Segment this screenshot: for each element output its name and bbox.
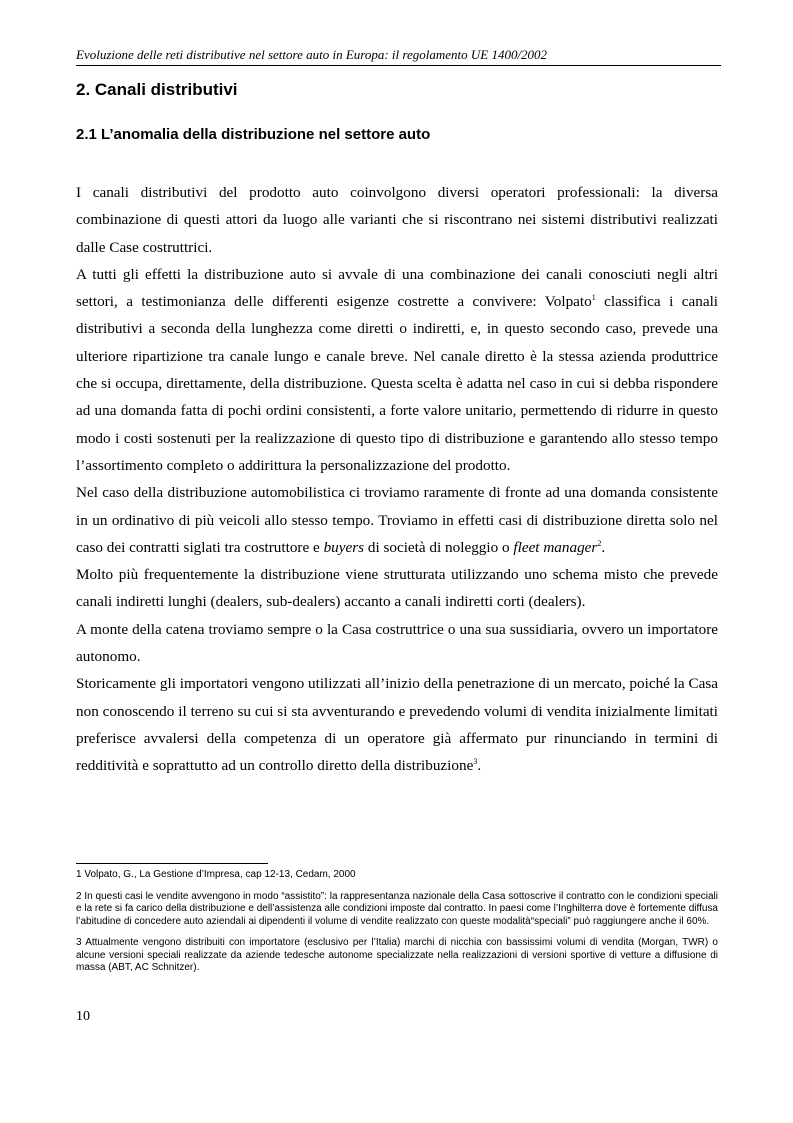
paragraph-1: I canali distributivi del prodotto auto coinvolgono diversi operatori professionali: la diversa combinazione di questi attori da luogo alle varianti che si riscontrano nei sistemi distributivi realizzati dalle Case costruttrici. <box>76 184 718 256</box>
chapter-title: 2. Canali distributivi <box>76 80 238 99</box>
paragraph-6-text-a: Storicamente gli importatori vengono utilizzati all’inizio della penetrazione di un mercato, poiché la Casa non conoscendo il terreno su cui si sta avventurando e prevedendo volumi di vendita inizialmente limitati preferisce avvalersi della competenza di un operatore già affermato pur rinunciando in termini di redditività e soprattutto ad un controllo diretto della distribuzione <box>76 675 718 775</box>
page-number: 10 <box>76 1009 90 1024</box>
paragraph-3-text-b: di società di noleggio o <box>364 538 514 556</box>
footnote-ref-3[interactable]: 3 <box>473 757 478 767</box>
paragraph-3-text-c: . <box>601 538 606 556</box>
section-title: 2.1 L’anomalia della distribuzione nel settore auto <box>76 126 431 143</box>
footnote-1: 1 Volpato, G., La Gestione d’Impresa, cap 12-13, Cedam, 2000 <box>76 869 356 880</box>
footnote-ref-1[interactable]: 1 <box>591 293 596 303</box>
footnote-3: 3 Attualmente vengono distribuiti con importatore (esclusivo per l’Italia) marchi di nicchia con bassissimi volumi di vendita (Morgan, TWR) o alcune versioni speciali realizzate da aziende tedesche autonome specializzate nella realizzazioni di versioni sportive di vetture a diffusione di massa (ABT, AC Schnitzer). <box>76 937 718 973</box>
header-rule <box>76 65 721 66</box>
footnote-separator <box>76 863 268 864</box>
paragraph-2-text-a: A tutti gli effetti la distribuzione auto si avvale di una combinazione dei canali conosciuti negli altri settori, a testimonianza delle differenti esigenze costrette a convivere: Volpato <box>76 265 718 311</box>
paragraph-5: A monte della catena troviamo sempre o la Casa costruttrice o una sua sussidiaria, ovvero un importatore autonomo. <box>76 620 718 666</box>
paragraph-2 <box>76 261 718 479</box>
paragraph-2-text-b: classifica i canali distributivi a seconda della lunghezza come diretti o indiretti, e, in questo secondo caso, prevede una ulteriore ripartizione tra canale lungo e canale breve. Nel canale diretto è la stessa azienda produttrice che si occupa, direttamente, della distribuzione. Questa scelta è adatta nel caso in cui si debba rispondere ad una domanda fatta di pochi ordini consistenti, a forte valore unitario, permettendo di ridurre in questo modo i costi sostenuti per la realizzazione di questo tipo di distribuzione e garantendo allo stesso tempo l’assortimento completo o addirittura la personalizzazione del prodotto. <box>76 293 719 474</box>
paragraph-3 <box>76 479 718 561</box>
emphasis-fleet-manager: fleet manager <box>513 538 598 556</box>
footnotes <box>76 869 718 984</box>
paragraph-4: Molto più frequentemente la distribuzione viene strutturata utilizzando uno schema misto che prevede canali indiretti lunghi (dealers, sub-dealers) accanto a canali indiretti corti (dealers). <box>76 566 718 611</box>
paragraph-3-text-a: Nel caso della distribuzione automobilistica ci troviamo raramente di fronte ad una domanda consistente in un ordinativo di più veicoli allo stesso tempo. Troviamo in effetti casi di distribuzione diretta solo nel caso dei contratti siglati tra costruttore e <box>76 484 718 556</box>
paragraph-6-text-b: . <box>477 757 482 775</box>
footnote-2: 2 In questi casi le vendite avvengono in modo “assistito”: la rappresentanza nazionale della Casa sottoscrive il contratto con le condizioni speciali e la rete si fa carico della distribuzione e dell’assistenza alle condizioni imposte dal contratto. In paesi come l’Inghilterra dove è fortemente diffusa l’abitudine di concedere auto aziendali ai dipendenti il volume di vendite realizzato con queste modalità“speciali” può raggiungere anche il 60%. <box>76 890 718 927</box>
running-header: Evoluzione delle reti distributive nel settore auto in Europa: il regolamento UE 1400/2002 <box>76 47 548 62</box>
body-text <box>76 179 718 780</box>
emphasis-buyers: buyers <box>323 538 365 556</box>
footnote-ref-2[interactable]: 2 <box>597 538 602 548</box>
paragraph-6 <box>76 670 718 779</box>
